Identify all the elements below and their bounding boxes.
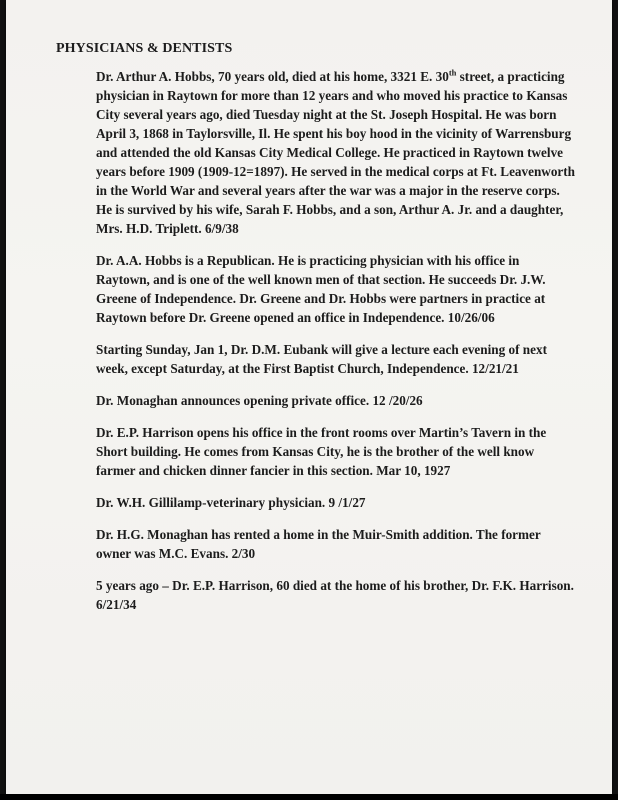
entry-gillilamp-veterinary: Dr. W.H. Gillilamp-veterinary physician. 9 /1/27: [96, 495, 366, 510]
entry-monaghan-home: Dr. H.G. Monaghan has rented a home in the Muir-Smith addition. The former owner was M.C. Evans. 2/30: [96, 527, 541, 561]
document-content: [56, 40, 576, 627]
page-heading: PHYSICIANS & DENTISTS: [56, 41, 233, 56]
entry-hobbs-obituary: [96, 67, 576, 238]
entry-list: [96, 67, 576, 614]
entry-text: street, a practicing physician in Raytown for more than 12 years and who moved his practice to Kansas City several years ago, died Tuesday night at the St. Joseph Hospital. He was born April 3, 1868 in Taylorsville, Il. He spent his boy hood in the vicinity of Warrensburg and attended the old Kansas City Medical College. He practiced in Raytown twelve years before 1909 (1909-12=1897). He served in the medical corps at Ft. Leavenworth in the World War and several years after the war was a major in the reserve corps. He is survived by his wife, Sarah F. Hobbs, and a son, Arthur A. Jr. and a daughter, Mrs. H.D. Triplett. 6/9/38: [96, 69, 575, 236]
entry-hobbs-republican: Dr. A.A. Hobbs is a Republican. He is practicing physician with his office in Raytown, and is one of the well known men of that section. He succeeds Dr. J.W. Greene of Independence. Dr. Greene and Dr. Hobbs were partners in practice at Raytown before Dr. Greene opened an office in Independence. 10/26/06: [96, 253, 546, 325]
entry-text: Dr. Arthur A. Hobbs, 70 years old, died at his home, 3321 E. 30: [96, 69, 449, 84]
entry-harrison-office: Dr. E.P. Harrison opens his office in the front rooms over Martin’s Tavern in the Short building. He comes from Kansas City, he is the brother of the well know farmer and chicken dinner fancier in this section. Mar 10, 1927: [96, 425, 547, 478]
entry-monaghan-office: Dr. Monaghan announces opening private office. 12 /20/26: [96, 393, 423, 408]
entry-harrison-death: 5 years ago – Dr. E.P. Harrison, 60 died at the home of his brother, Dr. F.K. Harrison. 6/21/34: [96, 578, 574, 612]
entry-superscript: th: [448, 67, 457, 78]
scan-bottom-edge: [0, 794, 618, 800]
entry-eubank-lecture: Starting Sunday, Jan 1, Dr. D.M. Eubank will give a lecture each evening of next week, except Saturday, at the First Baptist Church, Independence. 12/21/21: [96, 342, 547, 376]
